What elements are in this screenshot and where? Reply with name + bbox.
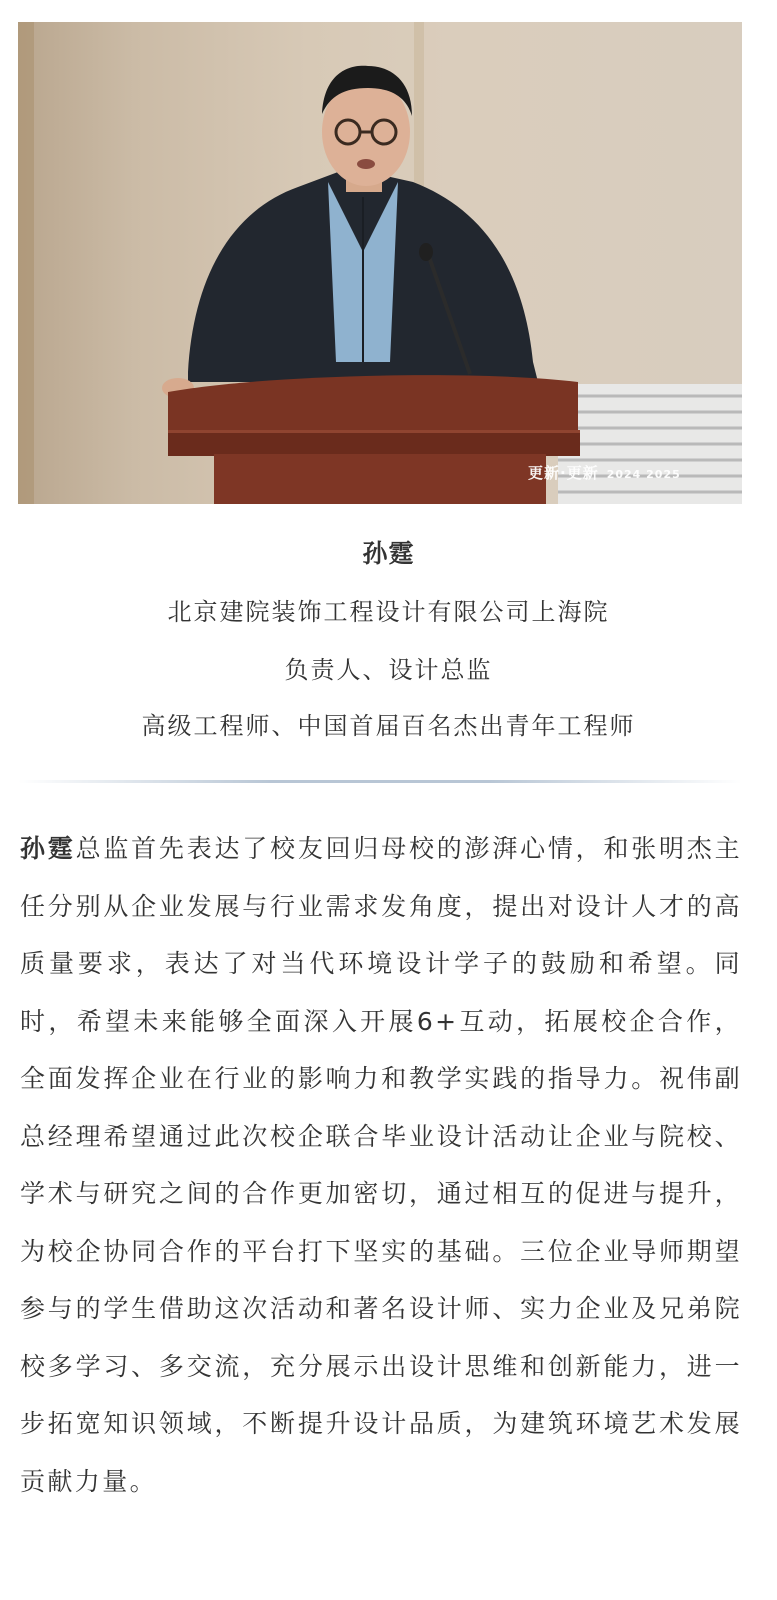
speaker-name: 孙霆: [362, 539, 415, 568]
article-lead-name: 孙霆: [20, 834, 76, 863]
speaker-photo: [18, 22, 742, 504]
section-divider: [18, 780, 742, 783]
article-paragraph: [20, 820, 742, 1510]
watermark-years: 2024 2025: [606, 468, 681, 481]
article-text: 总监首先表达了校友回归母校的澎湃心情，和张明杰主任分别从企业发展与行业需求发角度，提出对设计人才的高质量要求，表达了对当代环境设计学子的鼓励和希望。同时，希望未来能够全面深入开展6+互动，拓展校企合作，全面发挥企业在行业的影响力和教学实践的指导力。祝伟副总经理希望通过此次校企联合毕业设计活动让企业与院校、学术与研究之间的合作更加密切，通过相互的促进与提升，为校企协同合作的平台打下坚实的基础。三位企业导师期望参与的学生借助这次活动和著名设计师、实力企业及兄弟院校多学习、多交流，充分展示出设计思维和创新能力，进一步拓宽知识领域，不断提升设计品质，为建筑环境艺术发展贡献力量。: [20, 834, 742, 1496]
speaker-titles: 高级工程师、中国首届百名杰出青年工程师: [141, 712, 636, 740]
event-watermark: [528, 462, 681, 483]
speaker-role: 负责人、设计总监: [284, 656, 493, 684]
watermark-title: 更新·更新: [528, 464, 599, 482]
photo-illustration: [18, 22, 742, 504]
speaker-company: 北京建院装饰工程设计有限公司上海院: [167, 598, 610, 626]
